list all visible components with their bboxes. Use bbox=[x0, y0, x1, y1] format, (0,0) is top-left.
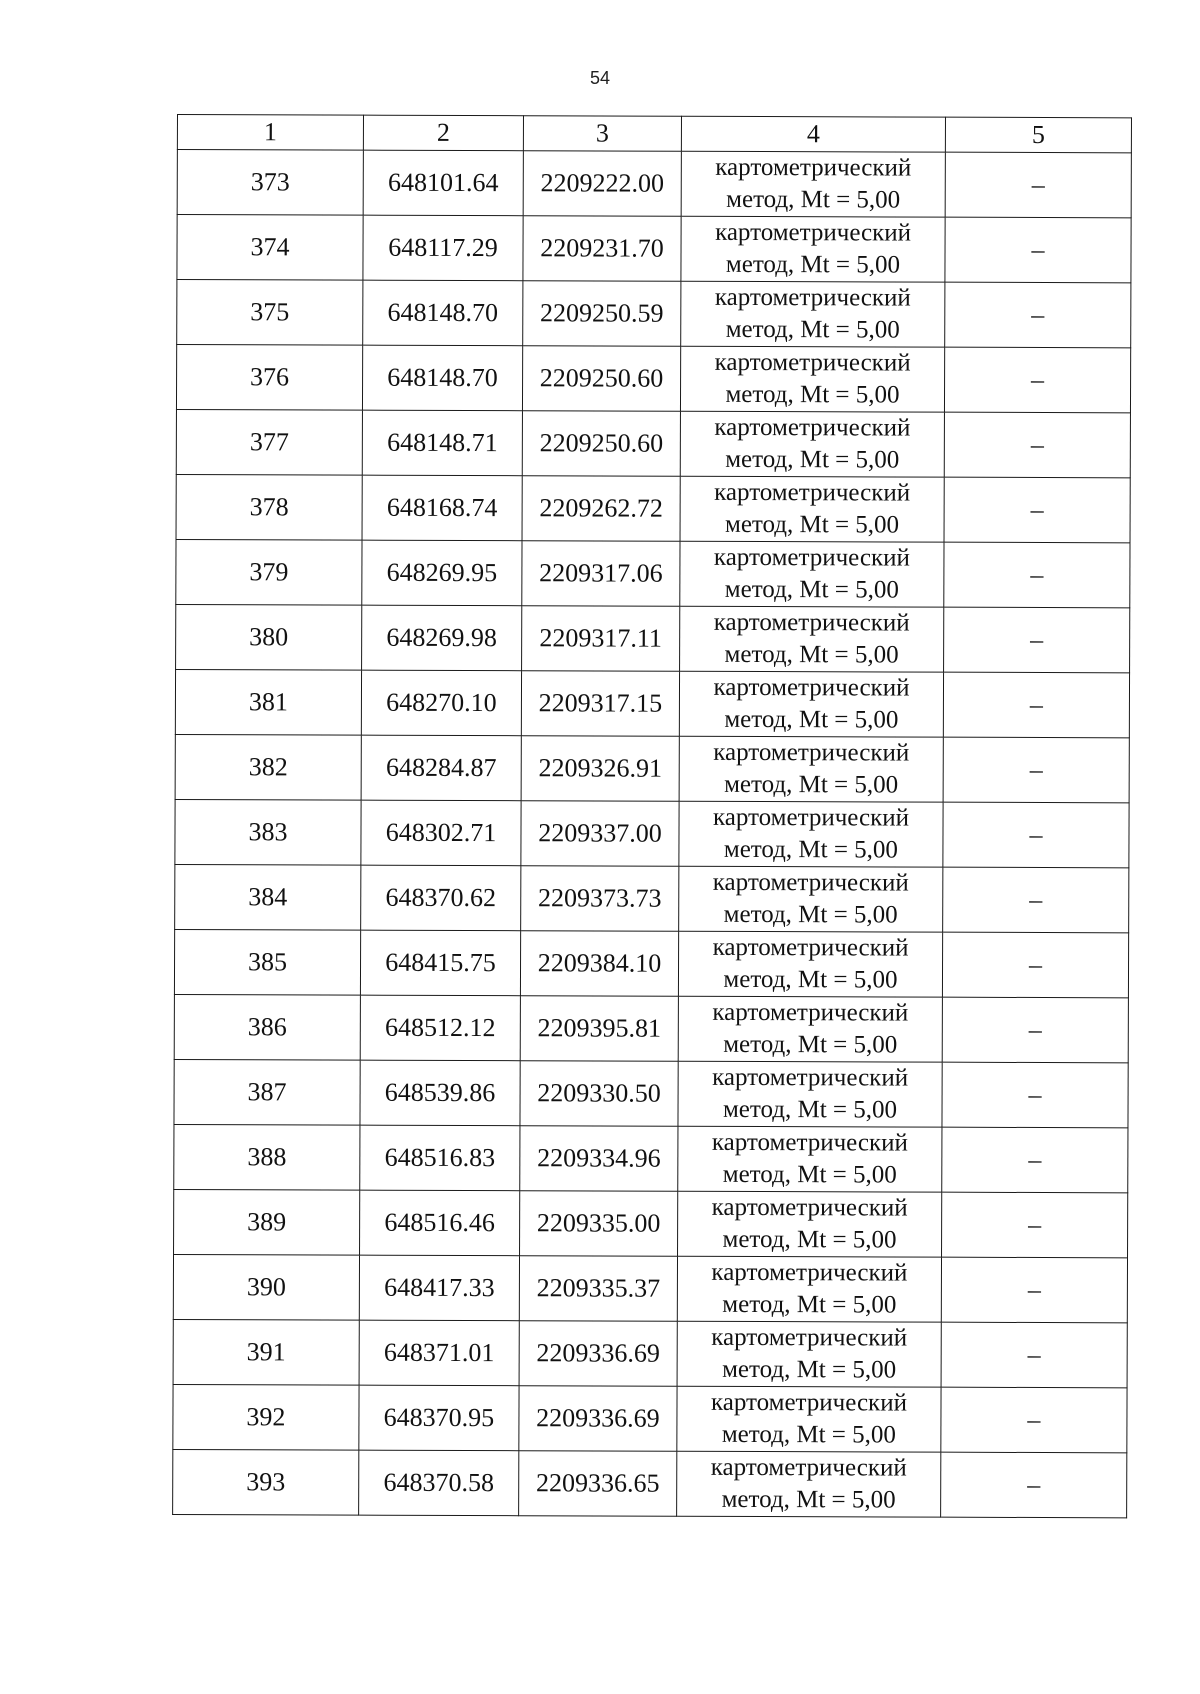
method-line-1: картометрический bbox=[713, 803, 910, 832]
cell-y-coordinate: 2209250.60 bbox=[522, 346, 680, 412]
method-line-2: метод, Mt = 5,00 bbox=[721, 1420, 896, 1449]
cell-y-coordinate: 2209330.50 bbox=[520, 1061, 678, 1127]
cell-y-coordinate: 2209250.60 bbox=[522, 411, 680, 477]
method-line-2: метод, Mt = 5,00 bbox=[723, 900, 898, 929]
cell-method bbox=[679, 866, 943, 932]
method-line-1: картометрический bbox=[712, 868, 909, 897]
cell-note: – bbox=[944, 607, 1130, 673]
cell-method bbox=[681, 281, 945, 347]
cell-x-coordinate: 648370.62 bbox=[361, 865, 521, 931]
header-col-2: 2 bbox=[363, 115, 523, 151]
cell-y-coordinate: 2209334.96 bbox=[520, 1126, 678, 1192]
method-line-1: картометрический bbox=[710, 1453, 907, 1482]
coordinates-table bbox=[172, 114, 1132, 1518]
cell-x-coordinate: 648302.71 bbox=[361, 800, 521, 866]
method-line-2: метод, Mt = 5,00 bbox=[725, 250, 901, 279]
cell-method bbox=[680, 411, 944, 477]
cell-y-coordinate: 2209395.81 bbox=[520, 996, 678, 1062]
cell-point-number: 376 bbox=[176, 345, 362, 411]
table-row bbox=[176, 409, 1130, 477]
cell-method bbox=[681, 216, 945, 282]
method-line-2: метод, Mt = 5,00 bbox=[723, 965, 898, 994]
cell-x-coordinate: 648148.70 bbox=[363, 280, 523, 346]
cell-point-number: 392 bbox=[173, 1384, 359, 1450]
cell-note: – bbox=[941, 1387, 1127, 1453]
cell-method bbox=[677, 1386, 941, 1452]
cell-x-coordinate: 648148.71 bbox=[362, 410, 522, 476]
method-line-2: метод, Mt = 5,00 bbox=[726, 185, 901, 214]
cell-note: – bbox=[941, 1322, 1127, 1388]
cell-point-number: 384 bbox=[175, 864, 361, 930]
cell-note: – bbox=[943, 867, 1129, 933]
cell-point-number: 393 bbox=[173, 1449, 359, 1515]
cell-method bbox=[678, 931, 942, 997]
method-line-2: метод, Mt = 5,00 bbox=[724, 640, 899, 669]
cell-x-coordinate: 648415.75 bbox=[360, 930, 520, 996]
cell-method bbox=[678, 1061, 942, 1127]
cell-point-number: 390 bbox=[173, 1254, 359, 1320]
cell-point-number: 377 bbox=[176, 409, 362, 475]
method-line-1: картометрический bbox=[714, 348, 911, 377]
cell-y-coordinate: 2209231.70 bbox=[523, 216, 681, 282]
cell-y-coordinate: 2209262.72 bbox=[522, 476, 680, 542]
cell-y-coordinate: 2209317.15 bbox=[521, 671, 679, 737]
cell-point-number: 375 bbox=[177, 280, 363, 346]
header-col-3: 3 bbox=[523, 116, 681, 152]
table-row bbox=[173, 1449, 1127, 1517]
method-line-1: картометрический bbox=[711, 1258, 908, 1287]
cell-note: – bbox=[944, 347, 1130, 413]
cell-x-coordinate: 648269.98 bbox=[362, 605, 522, 671]
method-line-1: картометрический bbox=[711, 1193, 908, 1222]
table-row bbox=[177, 280, 1131, 348]
method-line-2: метод, Mt = 5,00 bbox=[721, 1485, 896, 1514]
cell-point-number: 387 bbox=[174, 1059, 360, 1125]
header-col-5: 5 bbox=[945, 117, 1131, 153]
method-line-1: картометрический bbox=[712, 998, 909, 1027]
cell-note: – bbox=[942, 1127, 1128, 1193]
method-line-1: картометрический bbox=[713, 608, 910, 637]
cell-note: – bbox=[944, 412, 1130, 478]
cell-point-number: 380 bbox=[176, 604, 362, 670]
cell-y-coordinate: 2209336.69 bbox=[519, 1321, 677, 1387]
cell-method bbox=[677, 1451, 941, 1517]
cell-point-number: 379 bbox=[176, 539, 362, 605]
cell-method bbox=[680, 476, 944, 542]
header-col-1: 1 bbox=[177, 115, 363, 151]
method-line-2: метод, Mt = 5,00 bbox=[724, 705, 899, 734]
cell-x-coordinate: 648516.83 bbox=[360, 1125, 520, 1191]
table-row bbox=[175, 669, 1129, 737]
cell-point-number: 381 bbox=[175, 669, 361, 735]
cell-x-coordinate: 648516.46 bbox=[360, 1190, 520, 1256]
method-line-1: картометрический bbox=[713, 673, 910, 702]
cell-method bbox=[677, 1256, 941, 1322]
cell-point-number: 383 bbox=[175, 799, 361, 865]
cell-y-coordinate: 2209250.59 bbox=[523, 281, 681, 347]
cell-note: – bbox=[943, 802, 1129, 868]
method-line-2: метод, Mt = 5,00 bbox=[725, 445, 900, 474]
cell-y-coordinate: 2209222.00 bbox=[523, 151, 681, 217]
cell-x-coordinate: 648370.95 bbox=[359, 1385, 519, 1451]
cell-method bbox=[678, 1126, 942, 1192]
cell-method bbox=[680, 346, 944, 412]
cell-x-coordinate: 648417.33 bbox=[359, 1255, 519, 1321]
cell-note: – bbox=[941, 1452, 1127, 1518]
table-header bbox=[177, 115, 1131, 153]
method-line-1: картометрический bbox=[712, 933, 909, 962]
cell-x-coordinate: 648512.12 bbox=[360, 995, 520, 1061]
cell-method bbox=[678, 1191, 942, 1257]
cell-x-coordinate: 648117.29 bbox=[363, 215, 523, 281]
cell-point-number: 373 bbox=[177, 150, 363, 216]
method-line-1: картометрический bbox=[713, 543, 910, 572]
cell-y-coordinate: 2209335.00 bbox=[520, 1191, 678, 1257]
method-line-1: картометрический bbox=[711, 1128, 908, 1157]
cell-method bbox=[679, 736, 943, 802]
method-line-2: метод, Mt = 5,00 bbox=[722, 1355, 897, 1384]
table-row bbox=[174, 1124, 1128, 1192]
cell-x-coordinate: 648270.10 bbox=[361, 670, 521, 736]
table-row bbox=[176, 474, 1130, 542]
cell-point-number: 378 bbox=[176, 474, 362, 540]
cell-note: – bbox=[942, 1062, 1128, 1128]
method-line-1: картометрический bbox=[711, 1323, 908, 1352]
table-row bbox=[177, 215, 1131, 283]
method-line-1: картометрический bbox=[713, 738, 910, 767]
method-line-1: картометрический bbox=[712, 1063, 909, 1092]
cell-x-coordinate: 648539.86 bbox=[360, 1060, 520, 1126]
table-row bbox=[174, 1189, 1128, 1257]
table-row bbox=[174, 929, 1128, 997]
cell-note: – bbox=[942, 1192, 1128, 1258]
cell-x-coordinate: 648101.64 bbox=[363, 150, 523, 216]
cell-note: – bbox=[941, 1257, 1127, 1323]
cell-y-coordinate: 2209373.73 bbox=[521, 866, 679, 932]
method-line-1: картометрический bbox=[715, 218, 912, 247]
method-line-1: картометрический bbox=[714, 283, 911, 312]
header-row bbox=[177, 115, 1131, 153]
cell-method bbox=[680, 541, 944, 607]
cell-y-coordinate: 2209317.06 bbox=[522, 541, 680, 607]
cell-y-coordinate: 2209326.91 bbox=[521, 736, 679, 802]
table-row bbox=[174, 994, 1128, 1062]
table-row bbox=[173, 1254, 1127, 1322]
table-row bbox=[176, 539, 1130, 607]
page-number: 54 bbox=[589, 68, 611, 88]
table-row bbox=[173, 1319, 1127, 1387]
method-line-2: метод, Mt = 5,00 bbox=[722, 1160, 897, 1189]
method-line-1: картометрический bbox=[715, 153, 912, 182]
method-line-1: картометрический bbox=[714, 478, 911, 507]
method-line-2: метод, Mt = 5,00 bbox=[725, 315, 900, 344]
cell-x-coordinate: 648370.58 bbox=[359, 1450, 519, 1516]
method-line-2: метод, Mt = 5,00 bbox=[724, 770, 899, 799]
cell-method bbox=[677, 1321, 941, 1387]
cell-point-number: 388 bbox=[174, 1124, 360, 1190]
method-line-2: метод, Mt = 5,00 bbox=[725, 380, 900, 409]
cell-point-number: 391 bbox=[173, 1319, 359, 1385]
cell-note: – bbox=[943, 672, 1129, 738]
method-line-2: метод, Mt = 5,00 bbox=[723, 1030, 898, 1059]
cell-y-coordinate: 2209336.69 bbox=[519, 1386, 677, 1452]
method-line-2: метод, Mt = 5,00 bbox=[722, 1290, 897, 1319]
method-line-1: картометрический bbox=[714, 413, 911, 442]
table-row bbox=[177, 150, 1131, 218]
cell-y-coordinate: 2209337.00 bbox=[521, 801, 679, 867]
cell-note: – bbox=[942, 932, 1128, 998]
cell-point-number: 386 bbox=[174, 994, 360, 1060]
cell-x-coordinate: 648148.70 bbox=[362, 345, 522, 411]
cell-note: – bbox=[943, 737, 1129, 803]
cell-point-number: 374 bbox=[177, 215, 363, 281]
method-line-2: метод, Mt = 5,00 bbox=[723, 835, 898, 864]
table-row bbox=[173, 1384, 1127, 1452]
cell-note: – bbox=[944, 542, 1130, 608]
cell-note: – bbox=[945, 282, 1131, 348]
cell-y-coordinate: 2209336.65 bbox=[519, 1451, 677, 1517]
cell-note: – bbox=[945, 217, 1131, 283]
coordinates-table-wrapper bbox=[172, 114, 1132, 1518]
cell-x-coordinate: 648168.74 bbox=[362, 475, 522, 541]
cell-method bbox=[679, 671, 943, 737]
method-line-2: метод, Mt = 5,00 bbox=[722, 1095, 898, 1124]
table-row bbox=[174, 1059, 1128, 1127]
cell-y-coordinate: 2209317.11 bbox=[522, 606, 680, 672]
cell-method bbox=[679, 801, 943, 867]
table-row bbox=[175, 734, 1129, 802]
cell-point-number: 382 bbox=[175, 734, 361, 800]
cell-method bbox=[678, 996, 942, 1062]
cell-y-coordinate: 2209335.37 bbox=[519, 1256, 677, 1322]
table-row bbox=[176, 345, 1130, 413]
table-row bbox=[175, 864, 1129, 932]
method-line-2: метод, Mt = 5,00 bbox=[724, 575, 899, 604]
cell-method bbox=[680, 606, 944, 672]
cell-point-number: 389 bbox=[174, 1189, 360, 1255]
cell-x-coordinate: 648269.95 bbox=[362, 540, 522, 606]
table-row bbox=[175, 799, 1129, 867]
method-line-1: картометрический bbox=[710, 1388, 908, 1417]
table-row bbox=[176, 604, 1130, 672]
method-line-2: метод, Mt = 5,00 bbox=[722, 1225, 897, 1254]
cell-note: – bbox=[945, 152, 1131, 218]
method-line-2: метод, Mt = 5,00 bbox=[724, 510, 900, 539]
header-col-4: 4 bbox=[681, 116, 945, 152]
cell-point-number: 385 bbox=[174, 929, 360, 995]
cell-note: – bbox=[942, 997, 1128, 1063]
cell-y-coordinate: 2209384.10 bbox=[520, 931, 678, 997]
cell-x-coordinate: 648371.01 bbox=[359, 1320, 519, 1386]
cell-method bbox=[681, 151, 945, 217]
cell-x-coordinate: 648284.87 bbox=[361, 735, 521, 801]
cell-note: – bbox=[944, 477, 1130, 543]
table-body bbox=[173, 150, 1132, 1518]
